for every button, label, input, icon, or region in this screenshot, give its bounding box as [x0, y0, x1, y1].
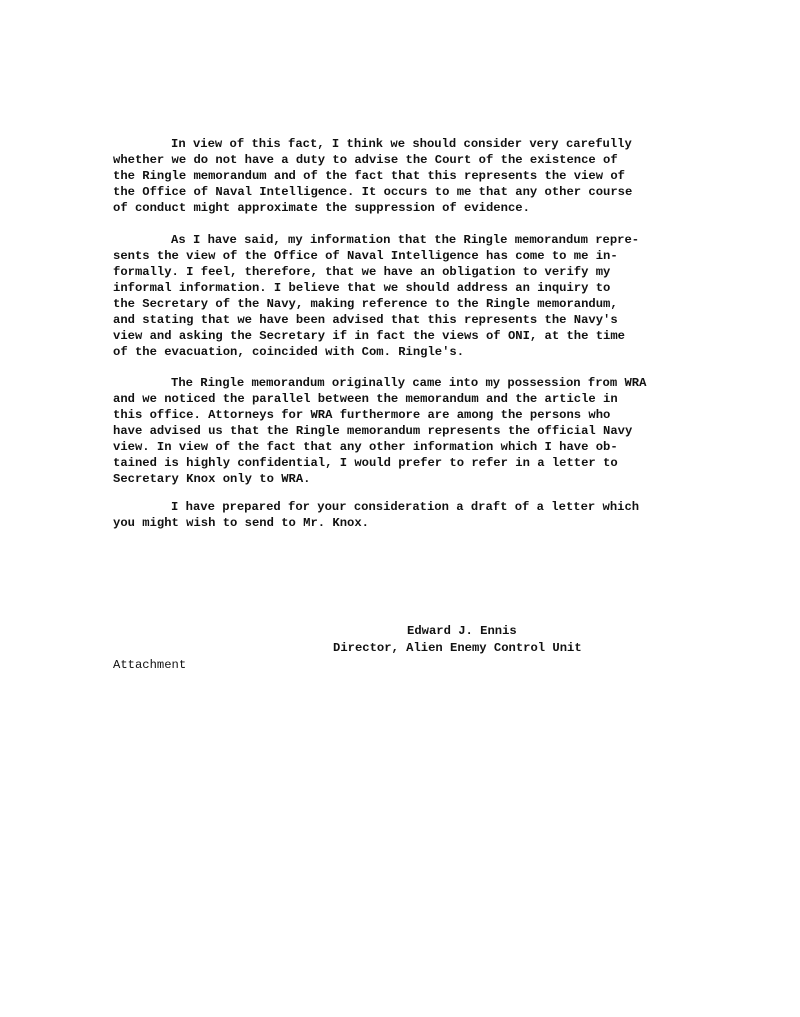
paragraph-line: you might wish to send to Mr. Knox.	[113, 516, 369, 530]
paragraph-line: view. In view of the fact that any other information which I have ob-	[113, 440, 618, 454]
paragraph-line: the Office of Naval Intelligence. It occurs to me that any other course	[113, 185, 633, 199]
paragraph-line: whether we do not have a duty to advise the Court of the existence of	[113, 153, 618, 167]
paragraph-line: informal information. I believe that we should address an inquiry to	[113, 281, 611, 295]
paragraph-line: have advised us that the Ringle memorandum represents the official Navy	[113, 424, 633, 438]
paragraph-line: I have prepared for your consideration a draft of a letter which	[171, 500, 640, 514]
paragraph-line: and stating that we have been advised that this represents the Navy's	[113, 313, 618, 327]
signatory-title: Director, Alien Enemy Control Unit	[333, 641, 582, 655]
paragraph-line: In view of this fact, I think we should consider very carefully	[171, 137, 632, 151]
signatory-name: Edward J. Ennis	[407, 624, 517, 638]
paragraph-line: The Ringle memorandum originally came into my possession from WRA	[171, 376, 647, 390]
paragraph-line: sents the view of the Office of Naval Intelligence has come to me in-	[113, 249, 618, 263]
paragraph-line: formally. I feel, therefore, that we have an obligation to verify my	[113, 265, 611, 279]
paragraph-line: of the evacuation, coincided with Com. Ringle's.	[113, 345, 465, 359]
paragraph-line: As I have said, my information that the Ringle memorandum repre-	[171, 233, 640, 247]
paragraph-line: this office. Attorneys for WRA furthermore are among the persons who	[113, 408, 611, 422]
attachment-label: Attachment	[113, 658, 187, 672]
paragraph-line: of conduct might approximate the suppression of evidence.	[113, 201, 530, 215]
paragraph-line: tained is highly confidential, I would prefer to refer in a letter to	[113, 456, 618, 470]
paragraph-line: and we noticed the parallel between the memorandum and the article in	[113, 392, 618, 406]
paragraph-line: the Secretary of the Navy, making reference to the Ringle memorandum,	[113, 297, 618, 311]
paragraph-line: the Ringle memorandum and of the fact that this represents the view of	[113, 169, 625, 183]
paragraph-line: Secretary Knox only to WRA.	[113, 472, 311, 486]
paragraph-line: view and asking the Secretary if in fact the views of ONI, at the time	[113, 329, 625, 343]
